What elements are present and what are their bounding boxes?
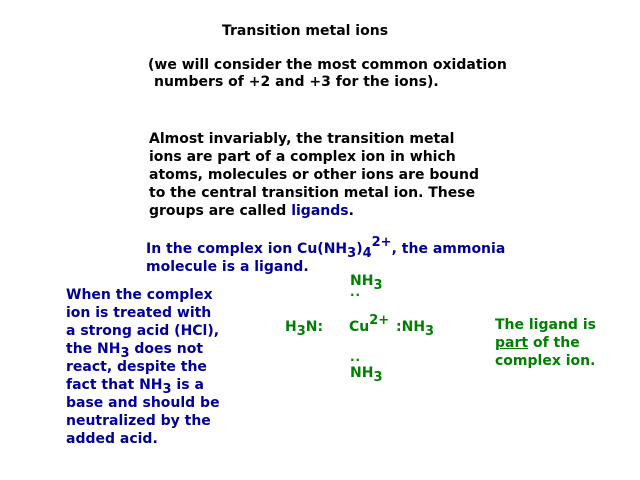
example-line-2: molecule is a ligand. xyxy=(146,259,309,275)
ligand-note-line-2 xyxy=(495,334,580,352)
structure-bottom-nh: NH xyxy=(350,365,374,381)
definition-line-5-post: . xyxy=(348,203,354,219)
acid-note-line-8: neutralized by the xyxy=(66,413,211,429)
acid-note-line-3: a strong acid (HCl), xyxy=(66,323,220,339)
ligand-note-line-1: The ligand is xyxy=(495,317,596,333)
ligand-note-part: part xyxy=(495,335,529,351)
definition-line-1: Almost invariably, the transition metal xyxy=(149,131,455,147)
structure-right-nh: :NH xyxy=(396,319,426,335)
structure-bottom-ligand xyxy=(350,364,382,383)
definition-line-5 xyxy=(149,202,354,220)
intro-line-1: (we will consider the most common oxidation xyxy=(148,57,507,73)
definition-line-4: to the central transition metal ion. These xyxy=(149,185,476,201)
acid-note-line-4-pre: the NH xyxy=(66,341,121,357)
acid-note-line-9: added acid. xyxy=(66,431,158,447)
acid-note-line-1: When the complex xyxy=(66,287,213,303)
structure-top-sub: 3 xyxy=(373,278,383,293)
structure-left-h: H xyxy=(285,319,297,335)
acid-note-line-4-sub: 3 xyxy=(120,346,130,361)
structure-left-sub: 3 xyxy=(296,324,306,339)
example-sub-4: 4 xyxy=(362,246,372,261)
example-line-1 xyxy=(146,235,506,261)
acid-note-line-7: base and should be xyxy=(66,395,220,411)
structure-center-cu: Cu xyxy=(349,319,370,335)
acid-note-line-2: ion is treated with xyxy=(66,305,212,321)
example-pre: In the complex ion Cu(NH xyxy=(146,241,348,257)
example-mid: ) xyxy=(356,241,363,257)
structure-bottom-sub: 3 xyxy=(373,370,383,385)
example-sub-3: 3 xyxy=(347,246,357,261)
structure-center-ion xyxy=(349,313,390,337)
structure-left-ligand xyxy=(285,318,323,337)
acid-note-line-6-pre: fact that NH xyxy=(66,377,163,393)
structure-center-charge: 2+ xyxy=(369,313,390,328)
structure-right-ligand xyxy=(396,318,434,337)
structure-top-lone-pair: .. xyxy=(350,285,362,299)
definition-line-3: atoms, molecules or other ions are bound xyxy=(149,167,479,183)
page-title: Transition metal ions xyxy=(222,23,389,39)
example-post: , the ammonia xyxy=(391,241,506,257)
ligand-note-line-2-post: of the xyxy=(528,335,580,351)
structure-right-sub: 3 xyxy=(425,324,435,339)
definition-line-5-pre: groups are called xyxy=(149,203,292,219)
acid-note-line-6-sub: 3 xyxy=(162,382,172,397)
acid-note-line-6 xyxy=(66,376,204,395)
structure-bottom-lone-pair: .. xyxy=(350,350,362,364)
acid-note-line-4-post: does not xyxy=(129,341,204,357)
structure-top-nh: NH xyxy=(350,273,374,289)
example-charge: 2+ xyxy=(371,235,392,250)
acid-note-line-4 xyxy=(66,340,203,359)
ligand-note-line-3: complex ion. xyxy=(495,353,596,369)
definition-line-2: ions are part of a complex ion in which xyxy=(149,149,456,165)
acid-note-line-6-post: is a xyxy=(171,377,204,393)
acid-note-line-5: react, despite the xyxy=(66,359,207,375)
structure-left-n: N: xyxy=(305,319,324,335)
intro-line-2: numbers of +2 and +3 for the ions). xyxy=(154,74,439,90)
ligands-term: ligands xyxy=(291,203,349,219)
